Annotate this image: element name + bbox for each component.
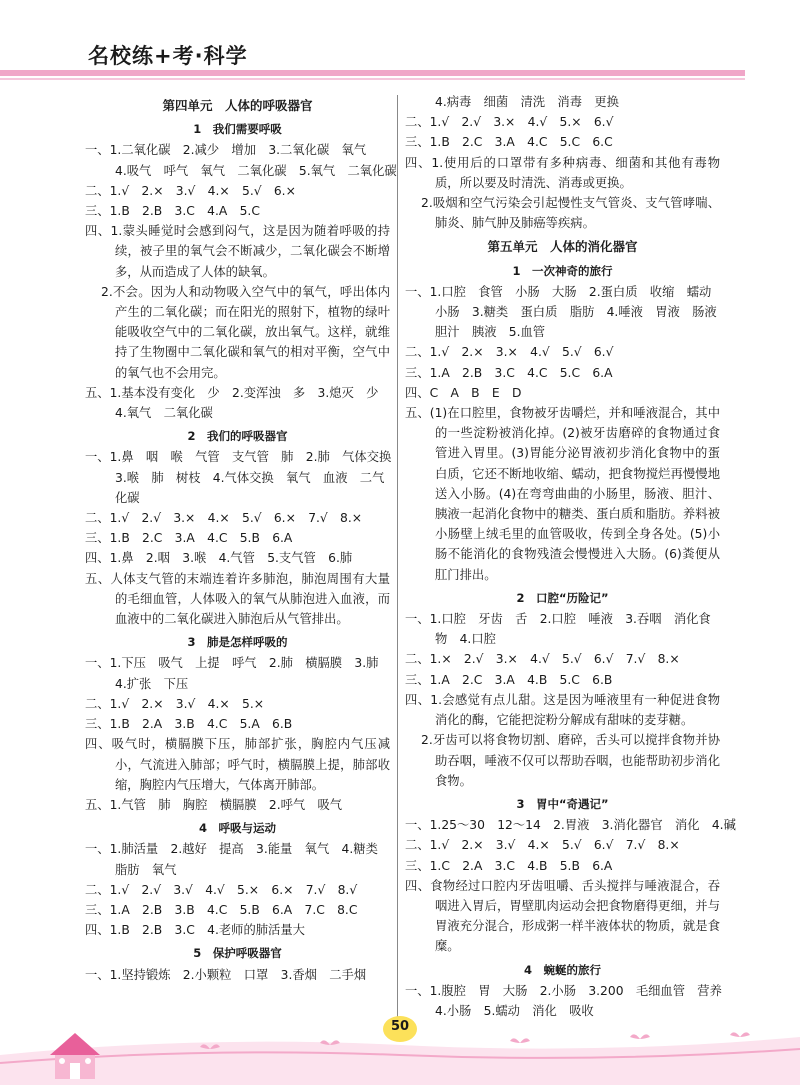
lesson-title: 1 一次神奇的旅行 — [512, 263, 613, 278]
lesson-title: 4 蜿蜒的旅行 — [523, 962, 601, 977]
answer-line: 一、1.下压 吸气 上提 呼气 2.肺 横膈膜 3.肺 — [85, 656, 379, 671]
answer-line: 二、1.√ 2.× 3.√ 4.× 5.√ 6.√ 7.√ 8.× — [405, 838, 680, 853]
answer-paragraph: 四、1.蒙头睡觉时会感到闷气，这是因为随着呼吸的持续，被子里的氧气会不断减少，二氧化碳会不断增多，从而造成了人体的缺氧。 — [85, 224, 390, 279]
answer-paragraph: 2.吸烟和空气污染会引起慢性支气管炎、支气管哮喘、肺炎、肺气肿及肺癌等疾病。 — [421, 196, 720, 231]
answer-line: 一、1.口腔 牙齿 舌 2.口腔 唾液 3.吞咽 消化食 — [405, 612, 711, 627]
answer-paragraph: 2.不会。因为人和动物吸入空气中的氧气，呼出体内产生的二氧化碳；而在阳光的照射下，植物的绿叶能吸收空气中的二氧化碳，放出氧气。这样，就维持了生物圈中二氧化碳和氧气的相对平衡，空气中的氧气也不会用完。 — [101, 284, 390, 380]
unit-title: 第五单元 人体的消化器官 — [487, 239, 638, 255]
answer-line: 三、1.B 2.A 3.B 4.C 5.A 6.B — [85, 717, 293, 732]
left-column — [85, 92, 397, 985]
lesson-title: 5 保护呼吸器官 — [193, 946, 282, 961]
house-icon — [50, 1033, 100, 1079]
right-column — [405, 92, 736, 1021]
lesson-title: 4 呼吸与运动 — [198, 821, 276, 836]
answer-line: 四、1.鼻 2.咽 3.喉 4.气管 5.支气管 6.肺 — [85, 551, 353, 566]
answer-line: 三、1.B 2.C 3.A 4.C 5.B 6.A — [85, 531, 293, 546]
answer-line: 3.喉 肺 树枝 4.气体交换 氧气 血液 二气 — [115, 470, 385, 485]
answer-paragraph: 五、(1)在口腔里，食物被牙齿嚼烂，并和唾液混合，其中的一些淀粉被消化掉。(2)被牙齿磨碎的食物通过食管进入胃里。(3)胃能分泌胃液初步消化食物中的蛋白质，它还不断地收缩、蠕动，把食物搅烂再慢慢地送入小肠。(4)在弯弯曲曲的小肠里，肠液、胆汁、胰液一起消化食物中的糖类、蛋白质和脂肪。养料被小肠壁上绒毛里的血管吸收，传到全身各处。(5)小肠不能消化的食物残渣会慢慢进入大肠。(6)粪便从肛门排出。 — [405, 406, 720, 582]
header-bar-thin — [0, 78, 745, 80]
answer-line: 四、C A B E D — [405, 385, 522, 400]
answer-line: 4.小肠 5.蠕动 消化 吸收 — [435, 1003, 594, 1018]
answer-line: 4.氧气 二氧化碳 — [115, 406, 213, 421]
lesson-title: 2 口腔“历险记” — [516, 590, 609, 605]
answer-line: 三、1.A 2.B 3.C 4.C 5.C 6.A — [405, 365, 613, 380]
answer-line: 三、1.C 2.A 3.C 4.B 5.B 6.A — [405, 858, 613, 873]
answer-line: 二、1.√ 2.√ 3.× 4.× 5.√ 6.× 7.√ 8.× — [85, 511, 363, 526]
answer-line: 4.病毒 细菌 清洗 消毒 更换 — [435, 95, 619, 109]
answer-line: 一、1.二氧化碳 2.减少 增加 3.二氧化碳 氧气 — [85, 143, 367, 158]
answer-line: 一、1.腹腔 胃 大肠 2.小肠 3.200 毛细血管 营养 — [405, 983, 722, 998]
answer-line: 三、1.A 2.B 3.B 4.C 5.B 6.A 7.C 8.C — [85, 902, 358, 917]
answer-paragraph: 五、人体支气管的末端连着许多肺泡，肺泡周围有大量的毛细血管，人体吸入的氧气从肺泡进入血液，而血液中的二氧化碳进入肺泡后从气管排出。 — [85, 571, 390, 627]
answer-line: 三、1.B 2.C 3.A 4.C 5.C 6.C — [405, 135, 613, 150]
answer-line: 4.扩张 下压 — [115, 676, 189, 691]
answer-line: 物 4.口腔 — [435, 632, 496, 647]
lesson-title: 2 我们的呼吸器官 — [187, 429, 288, 444]
answer-line: 4.吸气 呼气 氧气 二氧化碳 5.氧气 二氧化碳 — [115, 163, 397, 178]
page-number: 50 — [390, 1019, 410, 1034]
header-bar — [0, 70, 745, 76]
answer-line: 小肠 3.糖类 蛋白质 脂肪 4.唾液 胃液 肠液 — [435, 305, 717, 320]
answer-line: 二、1.× 2.√ 3.× 4.√ 5.√ 6.√ 7.√ 8.× — [405, 652, 680, 667]
answer-paragraph: 四、食物经过口腔内牙齿咀嚼、舌头搅拌与唾液混合，吞咽进入胃后，胃壁肌肉运动会把食物磨得更细，并与胃液充分混合，形成粥一样半液体状的物质，就是食糜。 — [405, 878, 720, 954]
answer-line: 胆汁 胰液 5.血管 — [435, 325, 546, 340]
answer-paragraph: 四、1.使用后的口罩带有多种病毒、细菌和其他有毒物质，所以要及时清洗、消毒或更换。 — [405, 155, 720, 190]
answer-line: 二、1.√ 2.√ 3.√ 4.√ 5.× 6.× 7.√ 8.√ — [85, 882, 358, 897]
answer-paragraph: 四、吸气时，横膈膜下压，肺部扩张，胸腔内气压减小，气流进入肺部；呼气时，横膈膜上提，肺部收缩，胸腔内气压增大，气体离开肺部。 — [85, 737, 390, 792]
lesson-title: 3 肺是怎样呼吸的 — [187, 635, 288, 650]
answer-line: 三、1.B 2.B 3.C 4.A 5.C — [85, 204, 260, 219]
answer-line: 一、1.鼻 咽 喉 气管 支气管 肺 2.肺 气体交换 — [85, 450, 392, 465]
answer-line: 二、1.√ 2.× 3.× 4.√ 5.√ 6.√ — [405, 345, 614, 360]
lesson-title: 3 胃中“奇遇记” — [516, 796, 609, 811]
answer-line: 五、1.气管 肺 胸腔 横膈膜 2.呼气 吸气 — [85, 797, 343, 812]
answer-paragraph: 2.牙齿可以将食物切割、磨碎，舌头可以搅拌食物并协助吞咽，唾液不仅可以帮助吞咽，也能帮助初步消化食物。 — [421, 733, 720, 788]
column-divider — [397, 95, 398, 1025]
lesson-title: 1 我们需要呼吸 — [193, 122, 282, 137]
answer-line: 一、1.25～30 12～14 2.胃液 3.消化器官 消化 4.碱 — [405, 818, 736, 833]
answer-line: 一、1.坚持锻炼 2.小颗粒 口罩 3.香烟 二手烟 — [85, 967, 367, 982]
answer-line: 三、1.A 2.C 3.A 4.B 5.C 6.B — [405, 672, 613, 687]
answer-paragraph: 四、1.会感觉有点儿甜。这是因为唾液里有一种促进食物消化的酶，它能把淀粉分解成有甜味的麦芽糖。 — [405, 692, 720, 728]
header-title: 名校练+考·科学 — [88, 44, 248, 68]
answer-line: 五、1.基本没有变化 少 2.变浑浊 多 3.熄灭 少 — [85, 385, 379, 400]
answer-line: 二、1.√ 2.√ 3.× 4.√ 5.× 6.√ — [405, 115, 614, 130]
answer-line: 四、1.B 2.B 3.C 4.老师的肺活量大 — [85, 923, 305, 938]
answer-line: 一、1.肺活量 2.越好 提高 3.能量 氧气 4.糖类 — [85, 842, 378, 857]
answer-line: 二、1.√ 2.× 3.√ 4.× 5.√ 6.× — [85, 183, 296, 198]
answer-line: 一、1.口腔 食管 小肠 大肠 2.蛋白质 收缩 蠕动 — [405, 284, 712, 299]
unit-title: 第四单元 人体的呼吸器官 — [162, 98, 313, 113]
answer-line: 脂肪 氧气 — [115, 862, 177, 877]
answer-line: 二、1.√ 2.× 3.√ 4.× 5.× — [85, 696, 265, 711]
answer-line: 化碳 — [115, 490, 140, 505]
